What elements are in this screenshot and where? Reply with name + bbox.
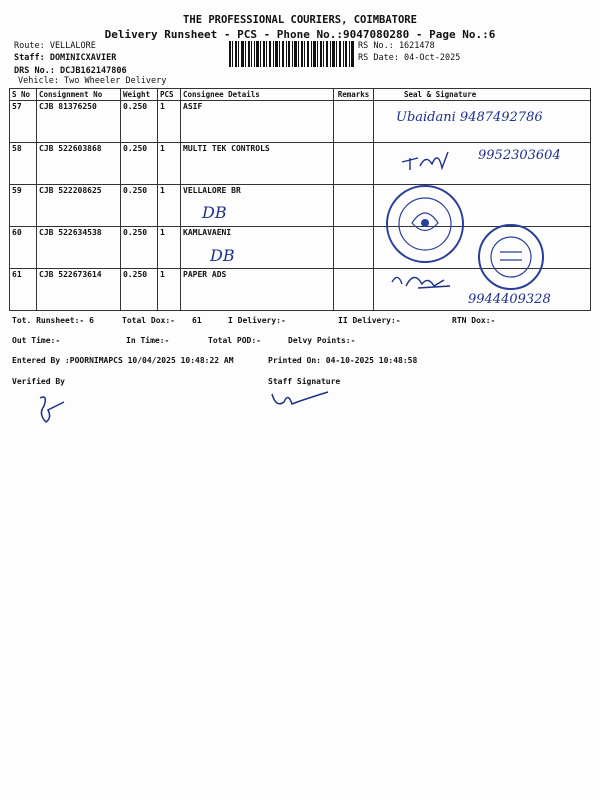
col-consignee: Consignee Details (181, 89, 334, 101)
row-pcs: 1 (158, 143, 181, 185)
row-consignment: CJB 522673614 (37, 269, 121, 311)
col-pcs: PCS (158, 89, 181, 101)
bank-round-stamp-icon (476, 222, 546, 292)
row-sno: 58 (10, 143, 37, 185)
in-time: In Time:- (126, 336, 170, 345)
row-sno: 59 (10, 185, 37, 227)
out-time: Out Time:- (12, 336, 61, 345)
signature-scribble-icon (388, 266, 468, 292)
col-consignment: Consignment No (37, 89, 121, 101)
row-pcs: 1 (158, 101, 181, 143)
signature-scribble-icon (398, 144, 478, 174)
col-seal-signature: Seal & Signature (374, 89, 591, 101)
row-consignee: KAMLAVAENI (181, 227, 334, 269)
row-weight: 0.250 (121, 227, 158, 269)
ii-delivery: II Delivery:- (338, 316, 401, 325)
row-consignee: PAPER ADS (181, 269, 334, 311)
row-consignment: CJB 522208625 (37, 185, 121, 227)
row-remarks (334, 269, 374, 311)
row-consignment: CJB 522634538 (37, 227, 121, 269)
table-row (10, 185, 591, 227)
staff-signature-icon (268, 386, 332, 412)
signature-row-58: 9952303604 (478, 148, 561, 163)
verified-by-label: Verified By (12, 377, 65, 386)
row-consignee: MULTI TEK CONTROLS (181, 143, 334, 185)
row-sno: 57 (10, 101, 37, 143)
row-weight: 0.250 (121, 143, 158, 185)
signature-row-57: Ubaidani 9487492786 (396, 110, 543, 125)
row-weight: 0.250 (121, 269, 158, 311)
barcode (229, 41, 354, 67)
row-remarks (334, 101, 374, 143)
total-dox-label: Total Dox:- (122, 316, 175, 325)
row-pcs: 1 (158, 185, 181, 227)
row-weight: 0.250 (121, 101, 158, 143)
company-title: THE PROFESSIONAL COURIERS, COIMBATORE (183, 14, 417, 26)
row-weight: 0.250 (121, 185, 158, 227)
row-consignee: VELLALORE BR (181, 185, 334, 227)
rtn-dox: RTN Dox:- (452, 316, 496, 325)
printed-on: Printed On: 04-10-2025 10:48:58 (268, 356, 418, 365)
total-runsheet: Tot. Runsheet:- 6 (12, 316, 94, 325)
staff-signature-label: Staff Signature (268, 377, 341, 386)
drs-label: DRS No.: DCJB162147806 (14, 66, 127, 76)
vehicle-label: Vehicle: Two Wheeler Delivery (18, 76, 167, 86)
handwritten-initials: DB (202, 203, 227, 222)
row-remarks (334, 227, 374, 269)
total-dox-value: 61 (192, 316, 202, 325)
bank-seal-stamp-icon (384, 183, 466, 265)
delvy-points: Delvy Points:- (288, 336, 356, 345)
row-consignment: CJB 522603868 (37, 143, 121, 185)
staff-label: Staff: DOMINICXAVIER (14, 53, 117, 63)
row-sno: 60 (10, 227, 37, 269)
route-label: Route: VELLALORE (14, 41, 96, 51)
row-remarks (334, 185, 374, 227)
col-weight: Weight (121, 89, 158, 101)
col-remarks: Remarks (334, 89, 374, 101)
row-pcs: 1 (158, 227, 181, 269)
entered-by: Entered By :POORNIMAPCS 10/04/2025 10:48:22 AM (12, 356, 234, 365)
total-pod: Total POD:- (208, 336, 261, 345)
rs-date: RS Date: 04-Oct-2025 (358, 53, 461, 63)
row-pcs: 1 (158, 269, 181, 311)
handwritten-initials: DB (210, 246, 235, 265)
i-delivery: I Delivery:- (228, 316, 286, 325)
row-remarks (334, 143, 374, 185)
verifier-signature-icon (34, 392, 74, 428)
row-sno: 61 (10, 269, 37, 311)
col-sno: S No (10, 89, 37, 101)
row-consignment: CJB 81376250 (37, 101, 121, 143)
signature-row-61-phone: 9944409328 (468, 292, 551, 307)
row-consignee: ASIF (181, 101, 334, 143)
table-header-row (10, 89, 591, 101)
runsheet-subtitle: Delivery Runsheet - PCS - Phone No.:9047080280 - Page No.:6 (104, 28, 496, 41)
rs-number: RS No.: 1621478 (358, 41, 435, 51)
